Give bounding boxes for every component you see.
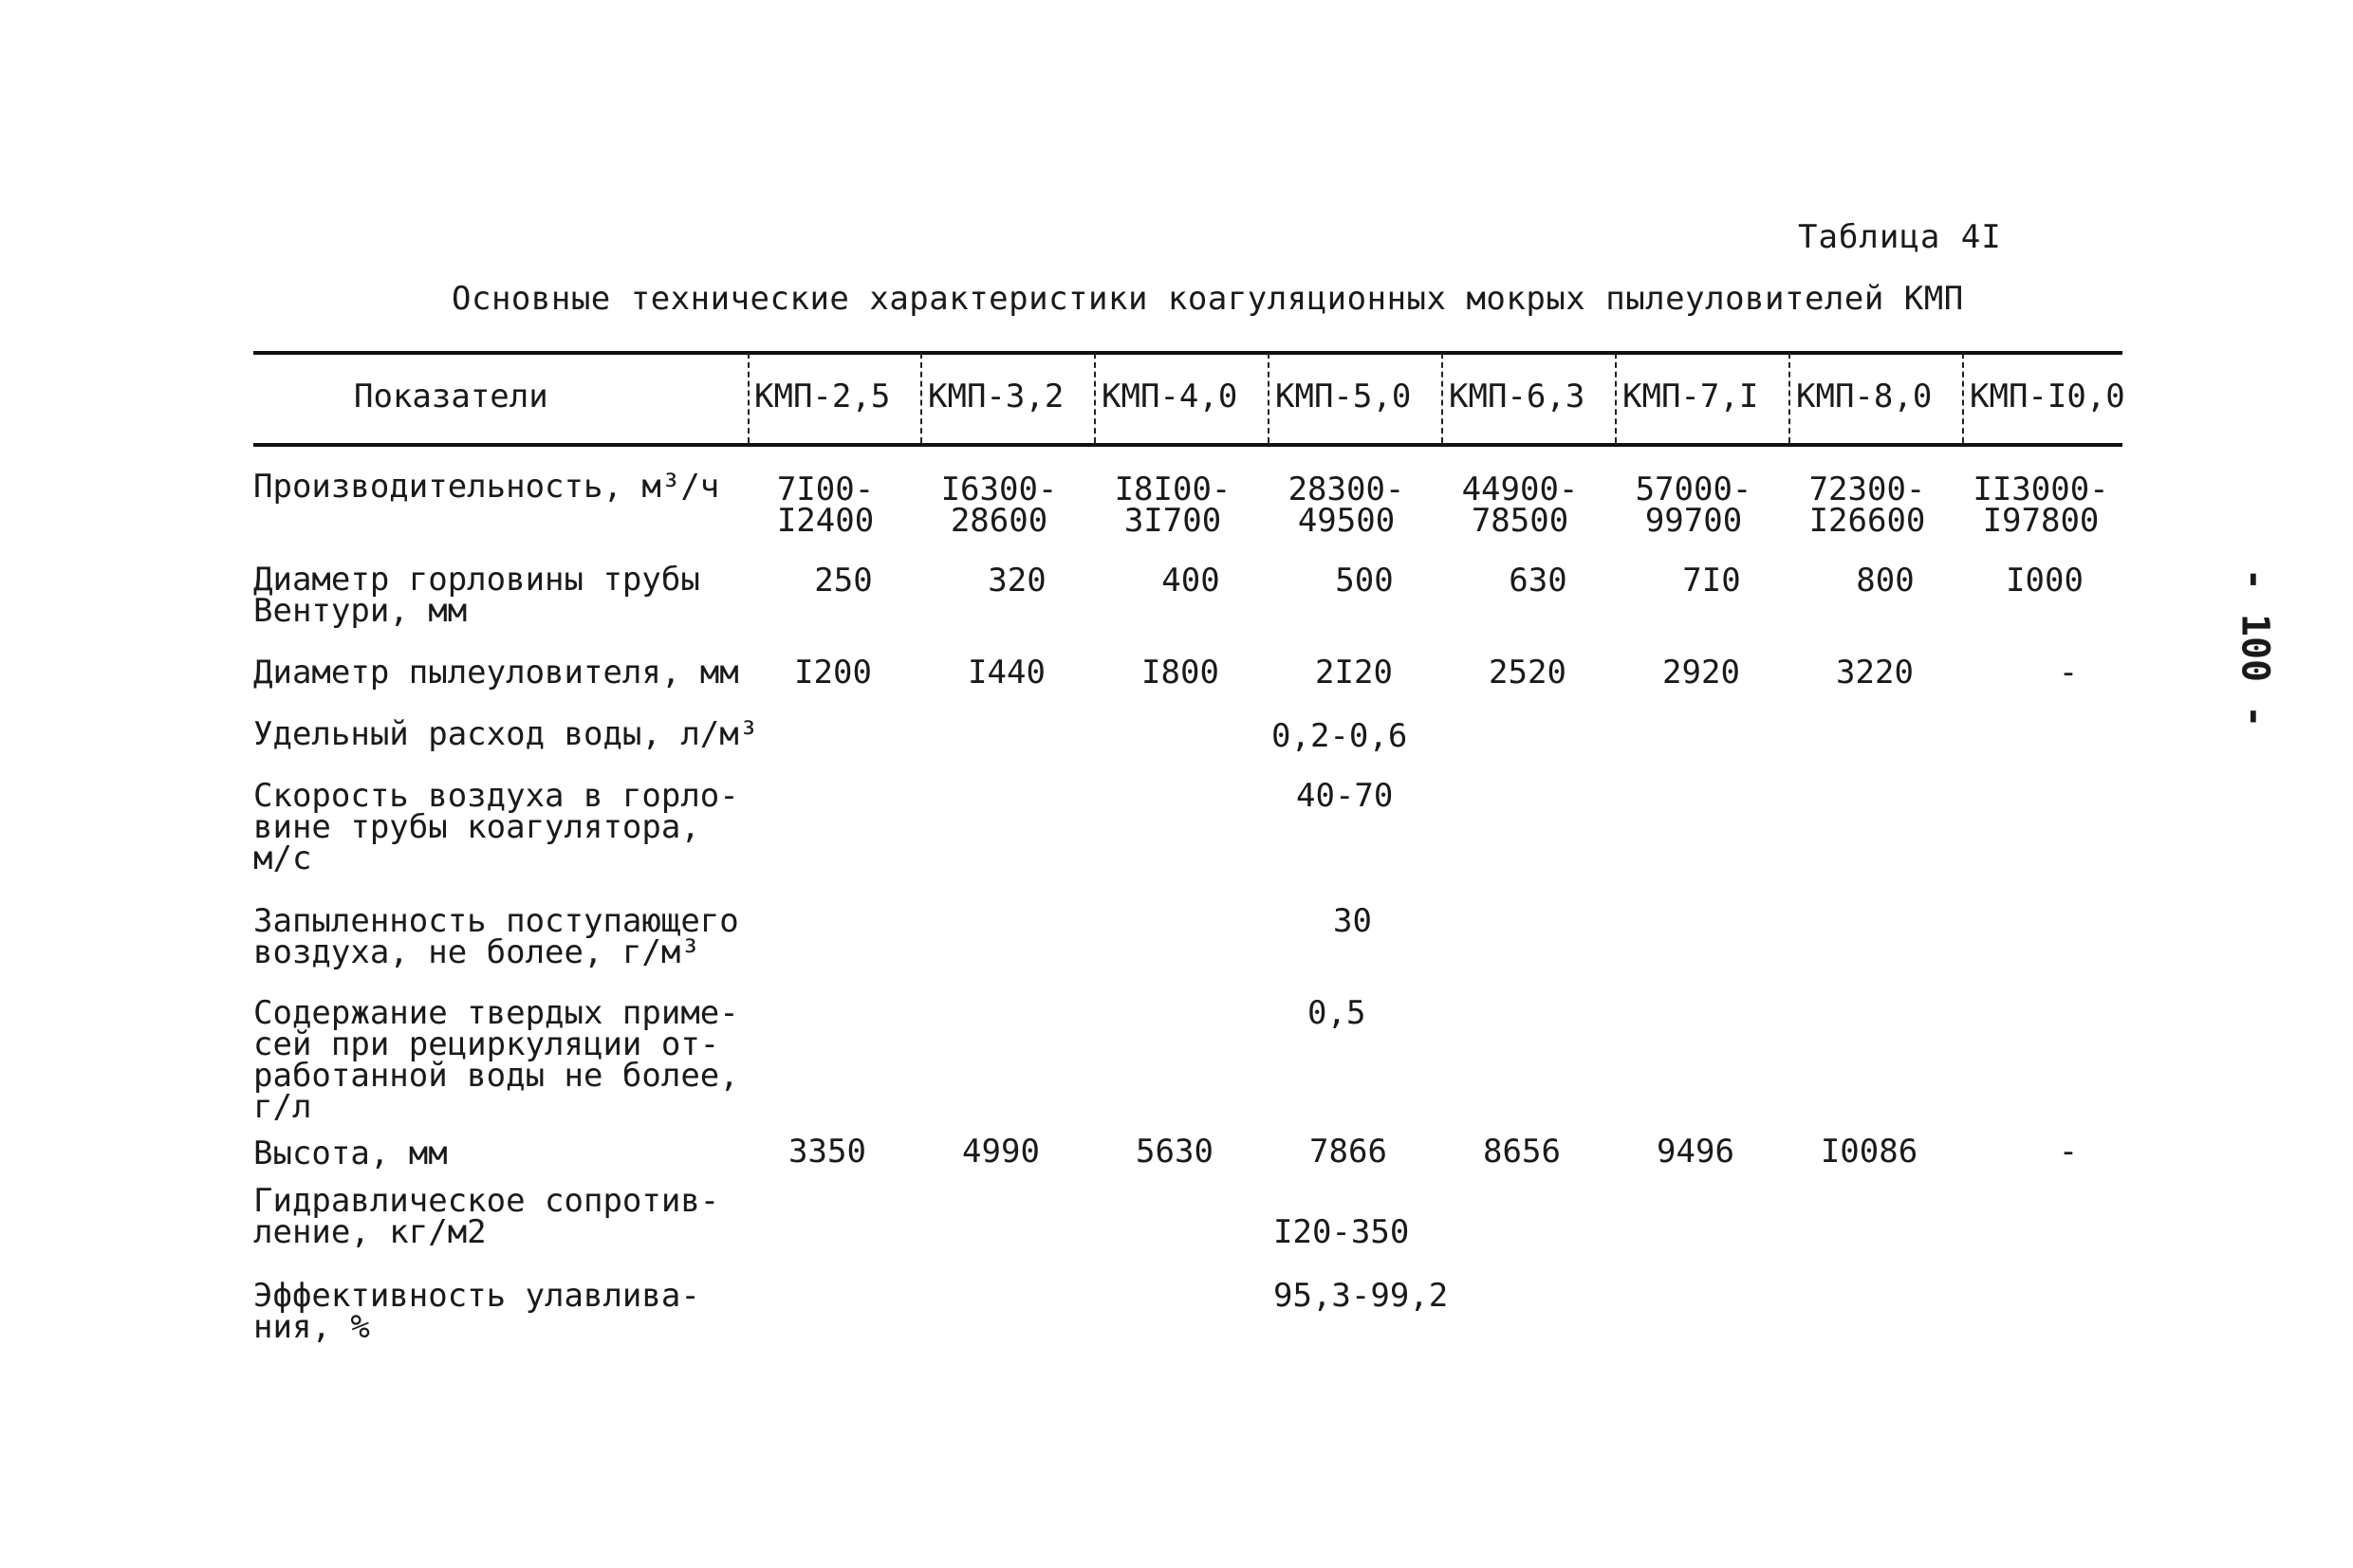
header-model: КМП-5,0 — [1275, 378, 1412, 415]
table-title: Основные технические характеристики коагуляционных мокрых пылеуловителей КМП — [452, 280, 1964, 318]
cell-collector-diameter: I440 — [968, 654, 1046, 692]
table-header-rule — [253, 443, 2122, 447]
cell-collector-diameter: 3220 — [1836, 654, 1914, 692]
column-separator — [1962, 353, 1964, 443]
cell-throat-diameter: 320 — [988, 562, 1047, 600]
cell-resistance: I20-350 — [1273, 1213, 1410, 1251]
row-label-productivity: Производительность, м³/ч — [253, 468, 720, 506]
cell-throat-diameter: 800 — [1856, 562, 1915, 600]
table-caption: Таблица 4I — [1798, 218, 2002, 256]
cell-height: 8656 — [1483, 1133, 1561, 1171]
column-separator — [920, 353, 922, 443]
row-label-water-consumption: Удельный расход воды, л/м³ — [253, 715, 759, 753]
header-model: КМП-2,5 — [754, 378, 891, 415]
cell-throat-diameter: 7I0 — [1682, 562, 1741, 600]
cell-productivity: 57000- 99700 — [1635, 470, 1752, 540]
cell-collector-diameter: 2520 — [1489, 654, 1566, 692]
row-label-resistance: Гидравлическое сопротив- ление, кг/м2 — [253, 1182, 720, 1251]
cell-collector-diameter: 2920 — [1662, 654, 1740, 692]
header-model: КМП-7,I — [1622, 378, 1759, 415]
cell-solids-content: 0,5 — [1307, 994, 1366, 1032]
cell-height: 7866 — [1309, 1133, 1387, 1171]
cell-height: 3350 — [788, 1133, 866, 1171]
cell-collector-diameter: I200 — [794, 654, 872, 692]
cell-efficiency: 95,3-99,2 — [1273, 1277, 1449, 1315]
cell-productivity: 28300- 49500 — [1288, 470, 1405, 540]
cell-throat-diameter: 250 — [814, 562, 873, 600]
header-model: КМП-8,0 — [1796, 378, 1933, 415]
column-separator — [1615, 353, 1617, 443]
header-model: КМП-3,2 — [928, 378, 1065, 415]
row-label-air-speed: Скорость воздуха в горло- вине трубы коагулятора, м/с — [253, 777, 739, 877]
cell-productivity: 44900- 78500 — [1461, 470, 1579, 540]
row-label-throat-diameter: Диаметр горловины трубы Вентури, мм — [253, 561, 700, 630]
cell-throat-diameter: I000 — [2006, 562, 2084, 600]
header-model: КМП-6,3 — [1449, 378, 1585, 415]
cell-height: 4990 — [962, 1133, 1040, 1171]
cell-productivity: 7I00- I2400 — [776, 470, 875, 540]
cell-height: 5630 — [1136, 1133, 1214, 1171]
row-label-dust-content: Запыленность поступающего воздуха, не более, г/м³ — [253, 902, 739, 971]
cell-air-speed: 40-70 — [1296, 777, 1394, 815]
cell-water-consumption: 0,2-0,6 — [1271, 717, 1408, 755]
table-top-rule — [253, 351, 2122, 355]
cell-height: - — [2058, 1133, 2079, 1171]
header-model: КМП-4,0 — [1102, 378, 1238, 415]
cell-dust-content: 30 — [1333, 902, 1372, 940]
column-separator — [1441, 353, 1443, 443]
cell-collector-diameter: - — [2058, 654, 2079, 692]
row-label-efficiency: Эффективность улавлива- ния, % — [253, 1277, 700, 1346]
column-separator — [748, 353, 750, 443]
cell-productivity: 72300- I26600 — [1808, 470, 1926, 540]
cell-height: 9496 — [1657, 1133, 1734, 1171]
cell-height: I0086 — [1820, 1133, 1918, 1171]
column-separator — [1788, 353, 1790, 443]
row-label-height: Высота, мм — [253, 1134, 448, 1172]
cell-productivity: I8I00- 3I700 — [1114, 470, 1232, 540]
cell-throat-diameter: 400 — [1161, 562, 1220, 600]
header-model: КМП-I0,0 — [1970, 378, 2125, 415]
cell-throat-diameter: 500 — [1335, 562, 1394, 600]
page-number: - 100 - — [2233, 567, 2277, 729]
cell-productivity: I6300- 28600 — [940, 470, 1058, 540]
column-separator — [1268, 353, 1269, 443]
cell-collector-diameter: I800 — [1141, 654, 1219, 692]
column-separator — [1094, 353, 1096, 443]
cell-productivity: II3000- I97800 — [1973, 470, 2109, 540]
row-label-collector-diameter: Диаметр пылеуловителя, мм — [253, 654, 739, 692]
cell-collector-diameter: 2I20 — [1315, 654, 1393, 692]
row-label-solids-content: Содержание твердых приме- сей при рециркуляции от- работанной воды не более, г/л — [253, 994, 739, 1126]
cell-throat-diameter: 630 — [1509, 562, 1567, 600]
header-indicator: Показатели — [354, 378, 548, 415]
